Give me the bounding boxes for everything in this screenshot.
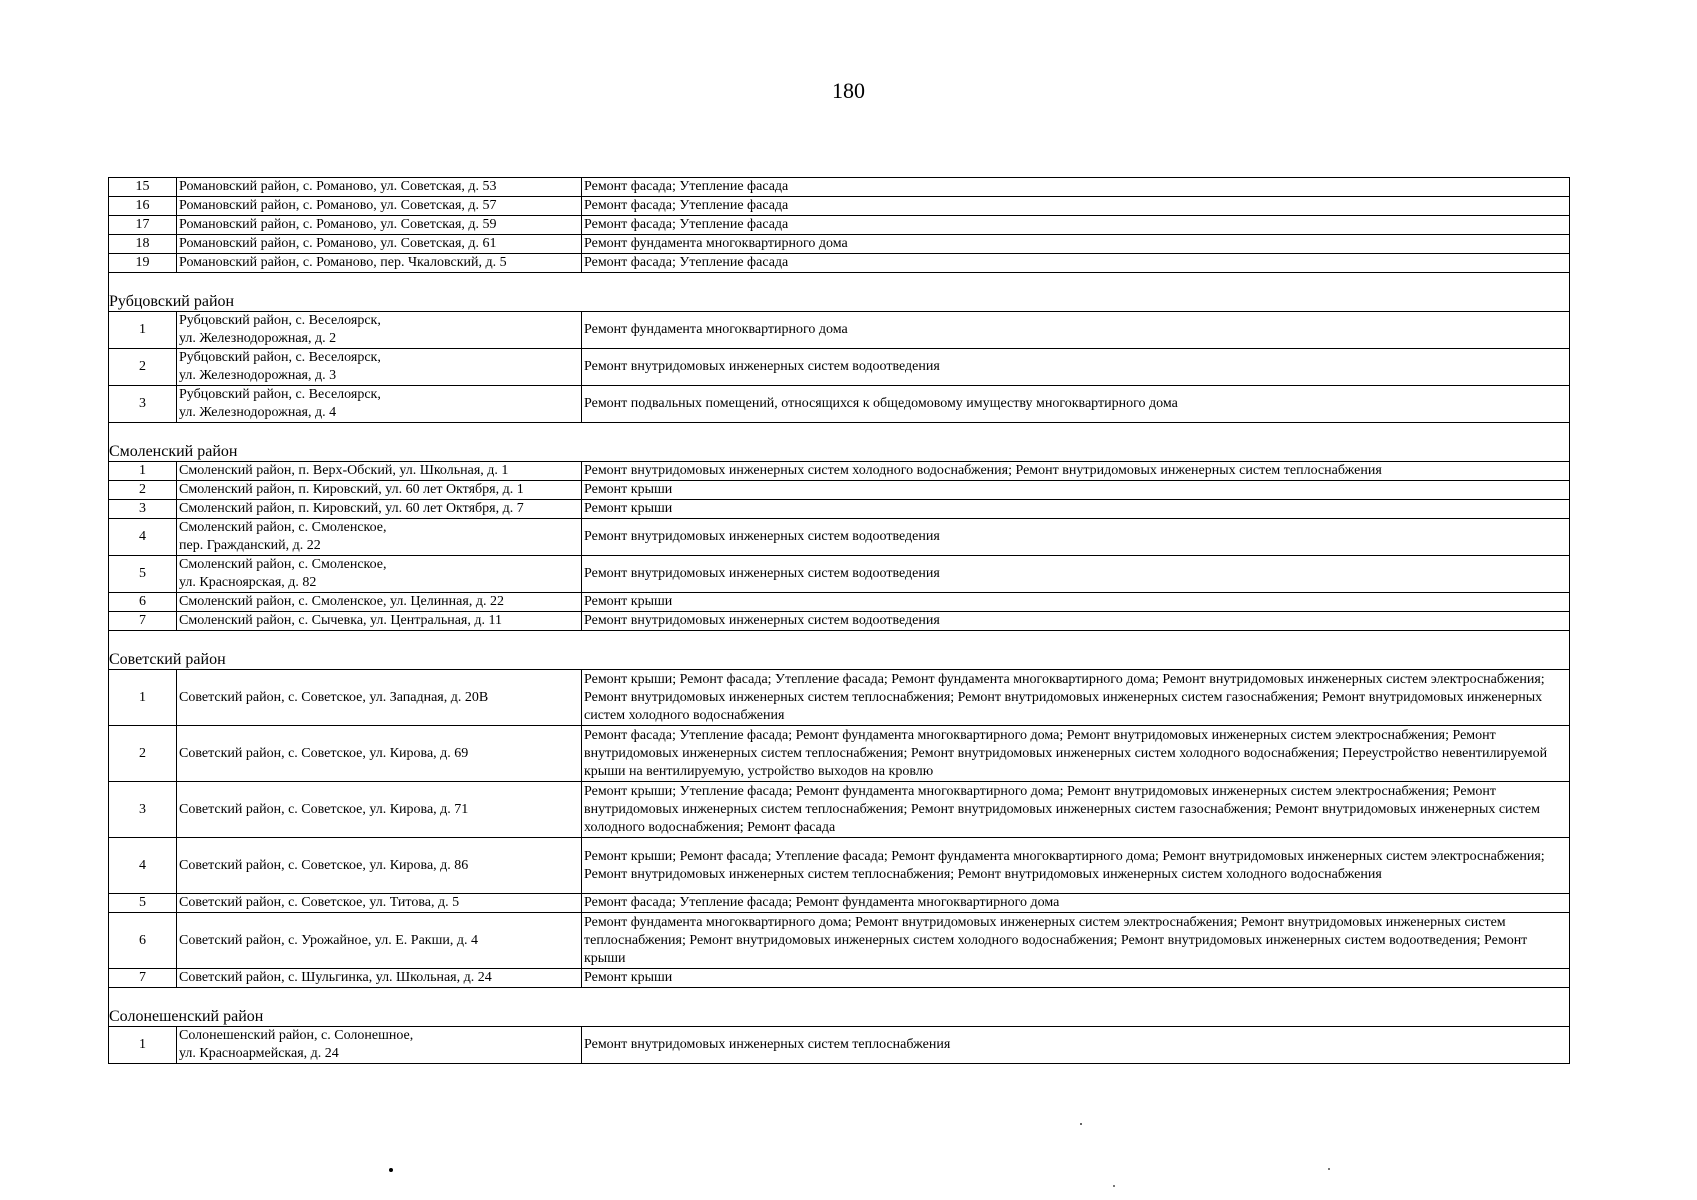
row-address: Советский район, с. Шульгинка, ул. Школьная, д. 24 bbox=[177, 969, 582, 988]
table-row bbox=[109, 670, 1570, 726]
table-row bbox=[109, 969, 1570, 988]
row-address: Смоленский район, с. Сычевка, ул. Центральная, д. 11 bbox=[177, 612, 582, 631]
row-works: Ремонт фасада; Утепление фасада bbox=[582, 254, 1570, 273]
table-row bbox=[109, 913, 1570, 969]
row-number: 7 bbox=[109, 969, 177, 988]
row-number: 3 bbox=[109, 782, 177, 838]
row-number: 1 bbox=[109, 670, 177, 726]
row-number: 2 bbox=[109, 726, 177, 782]
row-number: 15 bbox=[109, 178, 177, 197]
row-works: Ремонт крыши bbox=[582, 500, 1570, 519]
row-address: Романовский район, с. Романово, ул. Советская, д. 53 bbox=[177, 178, 582, 197]
row-works: Ремонт внутридомовых инженерных систем теплоснабжения bbox=[582, 1027, 1570, 1064]
row-number: 16 bbox=[109, 197, 177, 216]
row-works: Ремонт крыши; Утепление фасада; Ремонт фундамента многоквартирного дома; Ремонт внутридомовых инженерных систем электроснабжения; Ремонт внутридомовых инженерных систем теплоснабжения; Ремонт внутридомовых инженерных систем газоснабжения; Ремонт внутридомовых инженерных систем холодного водоснабжения; Ремонт фасада bbox=[582, 782, 1570, 838]
row-number: 5 bbox=[109, 894, 177, 913]
table-row bbox=[109, 519, 1570, 556]
row-works: Ремонт подвальных помещений, относящихся к общедомовому имуществу многоквартирного дома bbox=[582, 386, 1570, 423]
row-address: Смоленский район, п. Верх-Обский, ул. Школьная, д. 1 bbox=[177, 462, 582, 481]
row-address: Романовский район, с. Романово, ул. Советская, д. 59 bbox=[177, 216, 582, 235]
row-number: 6 bbox=[109, 913, 177, 969]
row-number: 1 bbox=[109, 462, 177, 481]
row-number: 4 bbox=[109, 838, 177, 894]
row-number: 7 bbox=[109, 612, 177, 631]
row-address: Советский район, с. Советское, ул. Кирова, д. 86 bbox=[177, 838, 582, 894]
table-row bbox=[109, 312, 1570, 349]
row-number: 3 bbox=[109, 500, 177, 519]
row-address: Советский район, с. Советское, ул. Западная, д. 20В bbox=[177, 670, 582, 726]
row-address: Романовский район, с. Романово, ул. Советская, д. 57 bbox=[177, 197, 582, 216]
table-row bbox=[109, 593, 1570, 612]
row-address: Романовский район, с. Романово, пер. Чкаловский, д. 5 bbox=[177, 254, 582, 273]
table-row bbox=[109, 386, 1570, 423]
row-address: Рубцовский район, с. Веселоярск, ул. Железнодорожная, д. 2 bbox=[177, 312, 582, 349]
row-number: 18 bbox=[109, 235, 177, 254]
row-works: Ремонт внутридомовых инженерных систем водоотведения bbox=[582, 612, 1570, 631]
table-row bbox=[109, 894, 1570, 913]
table-row bbox=[109, 178, 1570, 197]
scan-speck bbox=[1328, 1168, 1330, 1170]
table-row bbox=[109, 235, 1570, 254]
scan-speck bbox=[1113, 1185, 1115, 1187]
row-works: Ремонт фасада; Утепление фасада bbox=[582, 178, 1570, 197]
row-works: Ремонт фасада; Утепление фасада bbox=[582, 197, 1570, 216]
table-row bbox=[109, 782, 1570, 838]
row-works: Ремонт внутридомовых инженерных систем водоотведения bbox=[582, 349, 1570, 386]
row-number: 2 bbox=[109, 481, 177, 500]
row-works: Ремонт фундамента многоквартирного дома; Ремонт внутридомовых инженерных систем электроснабжения; Ремонт внутридомовых инженерных систем теплоснабжения; Ремонт внутридомовых инженерных систем холодного водоснабжения; Ремонт внутридомовых инженерных систем водоотведения; Ремонт крыши bbox=[582, 913, 1570, 969]
row-works: Ремонт крыши bbox=[582, 593, 1570, 612]
row-works: Ремонт фасада; Утепление фасада; Ремонт фундамента многоквартирного дома; Ремонт внутридомовых инженерных систем электроснабжения; Ремонт внутридомовых инженерных систем теплоснабжения; Ремонт внутридомовых инженерных систем холодного водоснабжения; Переустройство невентилируемой крыши на вентилируемую, устройство выходов на кровлю bbox=[582, 726, 1570, 782]
table-row bbox=[109, 481, 1570, 500]
district-header-row bbox=[109, 273, 1570, 312]
row-address: Советский район, с. Урожайное, ул. Е. Ракши, д. 4 bbox=[177, 913, 582, 969]
row-address: Рубцовский район, с. Веселоярск, ул. Железнодорожная, д. 4 bbox=[177, 386, 582, 423]
row-address: Романовский район, с. Романово, ул. Советская, д. 61 bbox=[177, 235, 582, 254]
row-address: Рубцовский район, с. Веселоярск, ул. Железнодорожная, д. 3 bbox=[177, 349, 582, 386]
table-row bbox=[109, 556, 1570, 593]
table-row bbox=[109, 197, 1570, 216]
row-works: Ремонт фундамента многоквартирного дома bbox=[582, 312, 1570, 349]
row-works: Ремонт крыши; Ремонт фасада; Утепление фасада; Ремонт фундамента многоквартирного дома; Ремонт внутридомовых инженерных систем электроснабжения; Ремонт внутридомовых инженерных систем теплоснабжения; Ремонт внутридомовых инженерных систем холодного водоснабжения bbox=[582, 838, 1570, 894]
table-row bbox=[109, 254, 1570, 273]
table-row bbox=[109, 612, 1570, 631]
row-works: Ремонт фасада; Утепление фасада; Ремонт фундамента многоквартирного дома bbox=[582, 894, 1570, 913]
row-address: Советский район, с. Советское, ул. Кирова, д. 71 bbox=[177, 782, 582, 838]
row-address: Смоленский район, п. Кировский, ул. 60 лет Октября, д. 7 bbox=[177, 500, 582, 519]
district-header-row bbox=[109, 988, 1570, 1027]
row-number: 17 bbox=[109, 216, 177, 235]
district-name: Солонешенский район bbox=[109, 988, 1570, 1027]
table-row bbox=[109, 462, 1570, 481]
row-works: Ремонт фасада; Утепление фасада bbox=[582, 216, 1570, 235]
district-name: Рубцовский район bbox=[109, 273, 1570, 312]
row-works: Ремонт внутридомовых инженерных систем водоотведения bbox=[582, 556, 1570, 593]
district-name: Смоленский район bbox=[109, 423, 1570, 462]
scan-speck bbox=[389, 1168, 393, 1172]
row-address: Солонешенский район, с. Солонешное, ул. Красноармейская, д. 24 bbox=[177, 1027, 582, 1064]
program-table bbox=[108, 177, 1570, 1064]
table-row bbox=[109, 1027, 1570, 1064]
table-row bbox=[109, 216, 1570, 235]
table-row bbox=[109, 838, 1570, 894]
row-works: Ремонт крыши bbox=[582, 969, 1570, 988]
page-number: 180 bbox=[832, 78, 865, 103]
row-address: Смоленский район, с. Смоленское, ул. Целинная, д. 22 bbox=[177, 593, 582, 612]
row-number: 19 bbox=[109, 254, 177, 273]
table-row bbox=[109, 726, 1570, 782]
row-number: 5 bbox=[109, 556, 177, 593]
row-number: 1 bbox=[109, 312, 177, 349]
row-works: Ремонт внутридомовых инженерных систем водоотведения bbox=[582, 519, 1570, 556]
row-works: Ремонт внутридомовых инженерных систем холодного водоснабжения; Ремонт внутридомовых инженерных систем теплоснабжения bbox=[582, 462, 1570, 481]
row-address: Смоленский район, п. Кировский, ул. 60 лет Октября, д. 1 bbox=[177, 481, 582, 500]
district-header-row bbox=[109, 423, 1570, 462]
row-works: Ремонт фундамента многоквартирного дома bbox=[582, 235, 1570, 254]
row-address: Советский район, с. Советское, ул. Титова, д. 5 bbox=[177, 894, 582, 913]
row-number: 3 bbox=[109, 386, 177, 423]
row-works: Ремонт крыши bbox=[582, 481, 1570, 500]
row-address: Смоленский район, с. Смоленское, пер. Гражданский, д. 22 bbox=[177, 519, 582, 556]
scan-speck bbox=[1080, 1123, 1082, 1125]
district-name: Советский район bbox=[109, 631, 1570, 670]
row-number: 2 bbox=[109, 349, 177, 386]
row-works: Ремонт крыши; Ремонт фасада; Утепление фасада; Ремонт фундамента многоквартирного дома; Ремонт внутридомовых инженерных систем электроснабжения; Ремонт внутридомовых инженерных систем теплоснабжения; Ремонт внутридомовых инженерных систем газоснабжения; Ремонт внутридомовых инженерных систем холодного водоснабжения bbox=[582, 670, 1570, 726]
row-address: Советский район, с. Советское, ул. Кирова, д. 69 bbox=[177, 726, 582, 782]
table-row bbox=[109, 349, 1570, 386]
district-header-row bbox=[109, 631, 1570, 670]
row-number: 1 bbox=[109, 1027, 177, 1064]
table-row bbox=[109, 500, 1570, 519]
row-number: 4 bbox=[109, 519, 177, 556]
row-number: 6 bbox=[109, 593, 177, 612]
row-address: Смоленский район, с. Смоленское, ул. Красноярская, д. 82 bbox=[177, 556, 582, 593]
